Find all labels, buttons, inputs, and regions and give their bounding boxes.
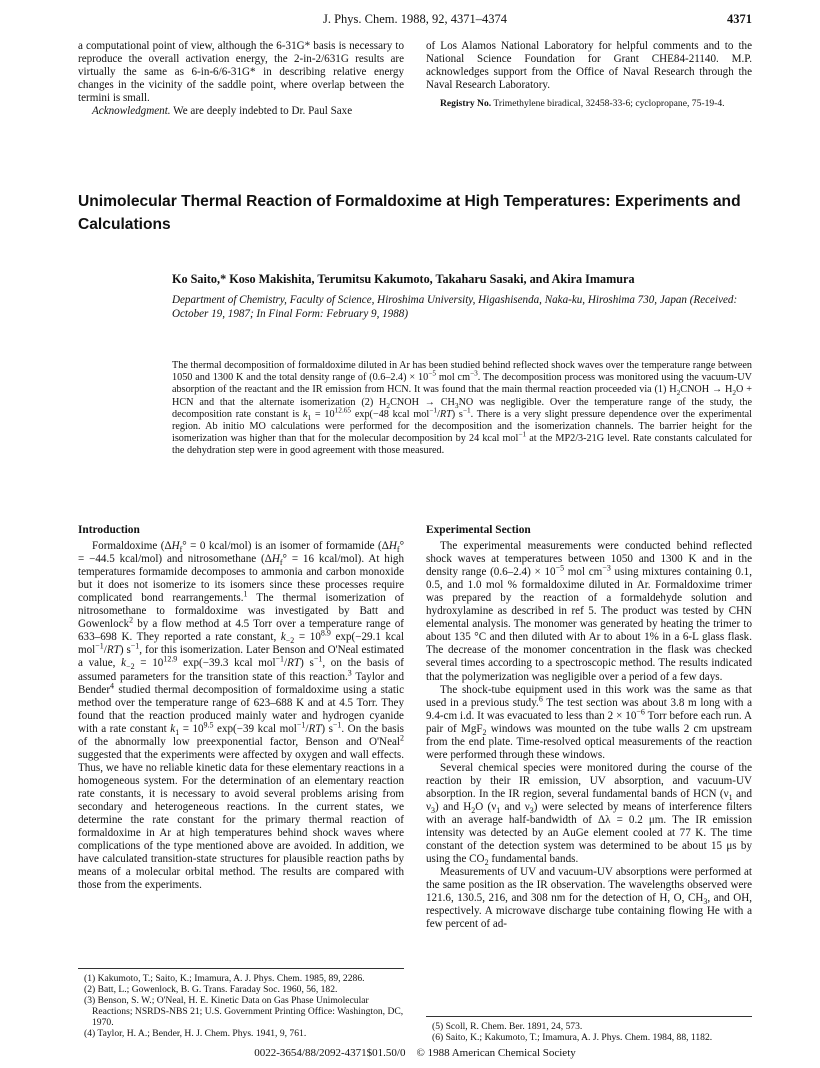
acknowledgment-label: Acknowledgment. <box>92 105 171 118</box>
footnote-5: (5) Scoll, R. Chem. Ber. 1891, 24, 573. <box>432 1021 583 1032</box>
experimental-paragraph-4: Measurements of UV and vacuum-UV absorptions were performed at the same position as the IR observation. The wavelengths observed were 121.6, 130.5, 216, and 308 nm for the detection of H, O, $CH_3$, and OH, respectively. A microwave discharge tube containing flowing He with a few percent of ad- <box>426 866 752 931</box>
footnote-4: (4) Taylor, H. A.; Bender, H. J. Chem. Phys. 1941, 9, 761. <box>84 1027 307 1039</box>
experimental-paragraph-1: The experimental measurements were conducted behind reflected shock waves at temperatures between 1050 and 1300 K and in the density range $(0.6-2.4) \times 10^{-5}$ mol $cm^{-3}$ using mixtures containing 0.1, 0.5, and 1.0 mol % formaldoxime diluted in Ar. Formaldoxime trimer was prepared by the reaction of a formaldehyde solution and hydroxylamine as described in ref 5. The product was tested by CHN elemental analysis. The monomer was generated by heating the trimer to about 135 °C and then diluted with Ar to about 1% in a 6-L glass flask. The decrease of the monomer concentration in the flask was checked several times according to a spectroscopic method. The results indicated that the polymerization was negligible over a period of a few days. <box>426 540 753 683</box>
footnote-6: (6) Saito, K.; Kakumoto, T.; Imamura, A. J. Phys. Chem. 1984, 88, 1182. <box>432 1031 713 1043</box>
page-footer <box>78 1047 752 1059</box>
experimental-paragraph-3: Several chemical species were monitored during the course of the reaction by their IR emission, UV absorption, and vacuum-UV absorption. In the IR region, several fundamental bands of HCN ($\nu_1$ and $\nu_3$) and $H_2O$ ($\nu_1$ and $\nu_3$) were selected by means of interference filters with an average half-bandwidth of Δλ = 0.2 μm. The IR emission intensity was detected by an AuGe element cooled at 77 K. The time constant of the detection system was determined to be about 15 μs by using the $CO_2$ fundamental bands. <box>426 761 752 868</box>
previous-article-left-column <box>78 40 404 118</box>
registry-label: Registry No. <box>440 98 492 110</box>
experimental-heading: Experimental Section <box>426 524 531 536</box>
acknowledgment-text: We are deeply indebted to Dr. Paul Saxe <box>173 105 353 118</box>
registry-text: Trimethylene biradical, 32458-33-6; cyclopropane, 75-19-4. <box>493 98 725 110</box>
footnote-rule-right <box>426 1016 752 1017</box>
footnotes-left <box>78 974 404 1039</box>
footnotes-right <box>426 1022 752 1044</box>
experimental-paragraph-2: The shock-tube equipment used in this work was the same as that used in a previous study.$^6$ The test section was about 3.8 m long with a 9.4-cm i.d. It was evacuated to less than $2 \times 10^{-6}$ Torr before each run. A pair of MgF$_2$ windows was mounted on the tube walls 2 cm upstream from the end plate. Time-resolved optical measurements of the reaction were performed through these windows. <box>426 683 752 761</box>
footer-copyright: © 1988 American Chemical Society <box>416 1047 576 1059</box>
running-header <box>78 12 752 30</box>
introduction-paragraph: Formaldoxime ($\Delta H_f^\circ = 0$ kcal/mol) is an isomer of formamide ($\Delta H_f^\circ = -44.5$ kcal/mol) and nitrosomethane ($\Delta H_f^\circ = 16$ kcal/mol). At high temperatures formamide decomposes to ammonia and carbon monoxide but it does not isomerize to its isomers since these processes require complicated bond rearrangements.$^1$ The thermal isomerization of nitrosomethane to formaldoxime was investigated by Batt and Gowenlock$^2$ by a flow method at 4.5 Torr over a temperature range of 633–698 K. They reported a rate constant, $k_{-2} = 10^{8.9}$ exp(−29.1 kcal mol$^{-1}$/RT) $s^{-1}$, for this isomerization. Later Benson and O'Neal estimated a value, $k_{-2} = 10^{12.9}$ exp(−39.3 kcal mol$^{-1}$/RT) $s^{-1}$, on the basis of assumed parameters for the transition state of this reaction.$^3$ Taylor and Bender$^4$ studied thermal decomposition of formaldoxime using a static method over the temperature range of 623–688 K and at 4.5 Torr. They found that the reaction produced mainly water and hydrogen cyanide with a rate constant $k_1 = 10^{9.5}$ exp(−39 kcal mol$^{-1}$/RT) $s^{-1}$. On the basis of the abnormally low preexponential factor, Benson and O'Neal$^2$ suggested that the experiments were affected by oxygen and wall effects. Thus, we have no reliable kinetic data for these elementary reactions in a homogeneous system. For the determination of an elementary reaction rate constants, it is necessary to avoid several problems arising from secondary and heterogeneous reactions. In the current states, we determine the rate constant for the primary thermal reaction of formaldoxime in Ar at high temperatures behind shock waves where complications of the type mentioned above are avoided. In addition, we have calculated transition-state structures for plausible reaction paths by means of a molecular orbital method. The results are compared with those from the experiments. <box>78 540 404 892</box>
article-title: Unimolecular Thermal Reaction of Formaldoxime at High Temperatures: Experiments and Calculations <box>78 193 741 233</box>
acknowledgment-continued: of Los Alamos National Laboratory for helpful comments and to the National Science Foundation for Grant CHE84-21140. M.P. acknowledges support from the Office of Naval Research through the Naval Research Laboratory. <box>426 40 752 92</box>
footnote-rule-left <box>78 968 404 969</box>
previous-article-right-column <box>426 40 752 110</box>
experimental-column <box>426 524 752 931</box>
footnote-3: (3) Benson, S. W.; O'Neal, H. E. Kinetic Data on Gas Phase Unimolecular Reactions; NSRDS-NBS 21; U.S. Government Printing Office: Washington, DC, 1970. <box>84 994 404 1028</box>
journal-citation: J. Phys. Chem. 1988, 92, 4371–4374 <box>322 12 508 26</box>
footnote-2: (2) Batt, L.; Gowenlock, B. G. Trans. Faraday Soc. 1960, 56, 182. <box>84 983 338 995</box>
abstract: The thermal decomposition of formaldoxime diluted in Ar has been studied behind reflected shock waves over the temperature range between 1050 and 1300 K and the total density range of $(0.6-2.4) \times 10^{-5}$ mol $cm^{-3}$. The decomposition process was monitored using the vacuum-UV absorption of the reactant and the IR emission from HCN. It was found that the main thermal reaction proceeded via (1) $H_2CNOH \to H_2O$ + HCN and that the alternate isomerization (2) $H_2CNOH \to CH_3NO$ was negligible. Over the temperature range of the study, the decomposition rate constant is $k_1 = 10^{12.65}$ exp(−48 kcal mol$^{-1}$/RT) $s^{-1}$. There is a very slight pressure dependence over the experimental region. Ab initio MO calculations were performed for the decomposition and the isomerization channels. The barrier height for the isomerization was higher than that for the molecular decomposition by 24 kcal mol$^{-1}$ at the MP2/3-21G level. Rate constants calculated for the dehydration step were in good agreement with those measured. <box>172 360 753 457</box>
article-authors: Ko Saito,* Koso Makishita, Terumitsu Kakumoto, Takaharu Sasaki, and Akira Imamura <box>172 272 635 286</box>
previous-article-paragraph: a computational point of view, although the 6-31G* basis is necessary to reproduce the overall activation energy, the 2-in-2/631G results are virtually the same as 6-in-6/6-31G* in describing relative energy changes in the vicinity of the saddle point, where overlap between the termini is small. <box>78 40 404 105</box>
footer-code: 0022-3654/88/2092-4371$01.50/0 <box>254 1047 406 1059</box>
page-number: 4371 <box>727 12 752 26</box>
introduction-column <box>78 524 404 892</box>
article-affiliation: Department of Chemistry, Faculty of Science, Hiroshima University, Higashisenda, Naka-ku, Hiroshima 730, Japan (Received: October 19, 1987; In Final Form: February 9, 1988) <box>172 294 738 320</box>
footnote-1: (1) Kakumoto, T.; Saito, K.; Imamura, A. J. Phys. Chem. 1985, 89, 2286. <box>84 973 365 984</box>
introduction-heading: Introduction <box>78 524 140 536</box>
